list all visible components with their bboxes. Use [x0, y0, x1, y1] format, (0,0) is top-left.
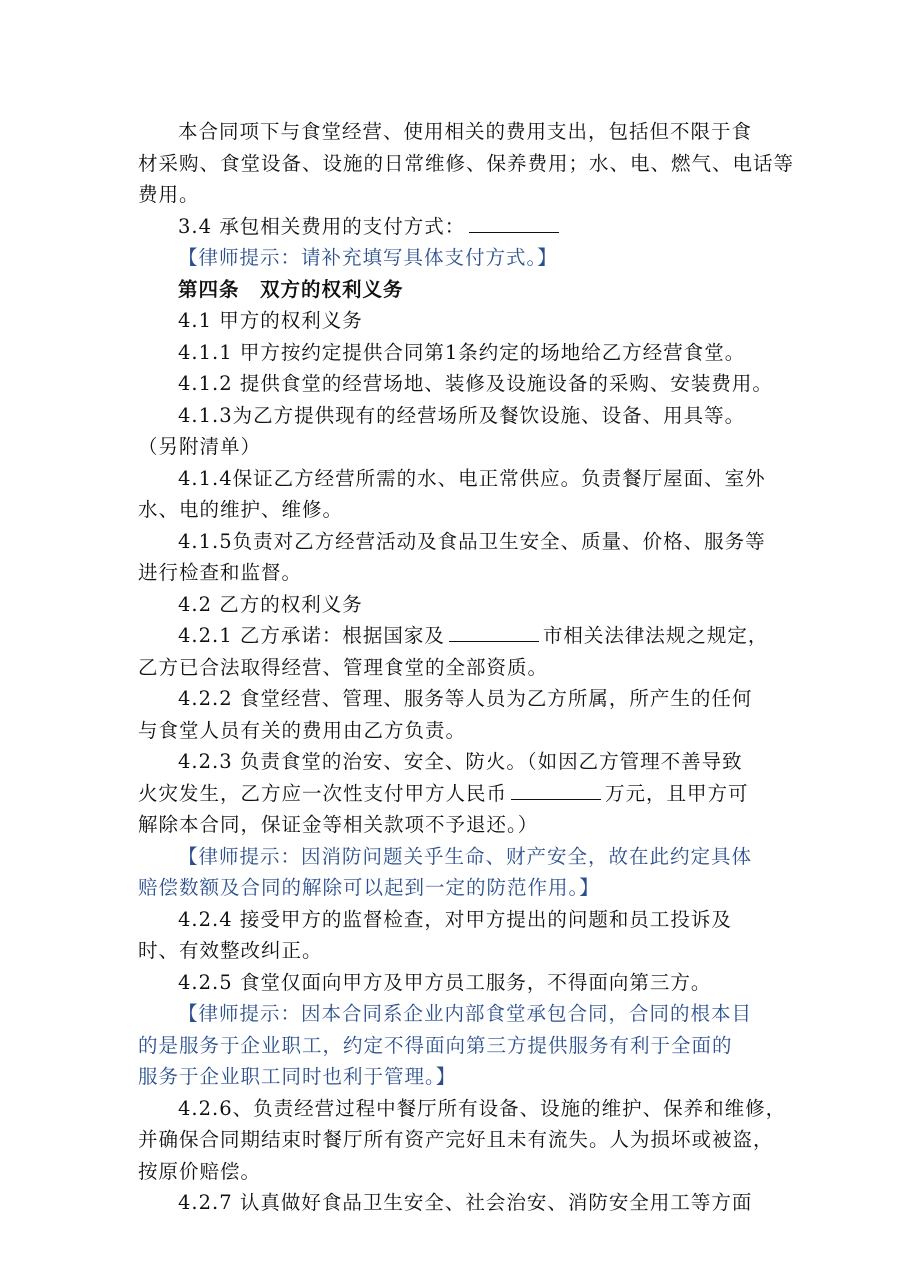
paragraph-line: 本合同项下与食堂经营、使用相关的费用支出，包括但不限于食 [178, 120, 753, 143]
clause-text: 4.2.1 乙方承诺：根据国家及 [178, 624, 445, 647]
clause-line: 4.2.5 食堂仅面向甲方及甲方员工服务，不得面向第三方。 [178, 970, 712, 994]
document-page [138, 116, 795, 1219]
clause-line: 4.2.3 负责食堂的治安、安全、防火。（如因乙方管理不善导致 [178, 750, 743, 773]
clause-line: 4.2.6、负责经营过程中餐厅所有设备、设施的维护、保养和维修， [178, 1096, 787, 1120]
paragraph-line: 并确保合同期结束时餐厅所有资产完好且未有流失。人为损坏或被盗， [138, 1128, 774, 1151]
section-title: 4.1 甲方的权利义务 [178, 309, 363, 332]
lawyer-note: 【律师提示：因消防问题关乎生命、财产安全，故在此约定具体 [178, 844, 753, 868]
clause-line: 4.1.1 甲方按约定提供合同第1条约定的场地给乙方经营食堂。 [178, 340, 746, 364]
fill-blank [469, 212, 559, 233]
paragraph-line: 水、电的维护、维修。 [138, 498, 344, 521]
fill-blank [449, 621, 539, 642]
clause-line: 4.1.3为乙方提供现有的经营场所及餐饮设施、设备、用具等。 [178, 403, 746, 427]
paragraph-line: 乙方已合法取得经营、管理食堂的全部资质。 [138, 655, 549, 679]
paragraph-line: 解除本合同，保证金等相关款项不予退还。） [138, 813, 539, 836]
paragraph-line: 按原价赔偿。 [138, 1159, 262, 1183]
clause-line: 4.1.5负责对乙方经营活动及食品卫生安全、质量、价格、服务等 [178, 529, 766, 553]
paragraph-line: 进行检查和监督。 [138, 561, 303, 584]
article-heading: 第四条 双方的权利义务 [178, 277, 404, 301]
section-title: 4.2 乙方的权利义务 [178, 592, 363, 616]
clause-text: 万元，且甲方可 [605, 781, 749, 805]
clause-line: 4.2.2 食堂经营、管理、服务等人员为乙方所属，所产生的任何 [178, 687, 753, 710]
lawyer-note: 的是服务于企业职工，约定不得面向第三方提供服务有利于全面的 [138, 1033, 733, 1057]
clause-4-2-3-cont [138, 778, 778, 810]
clause-line: 4.2.7 认真做好食品卫生安全、社会治安、消防安全用工等方面 [178, 1191, 753, 1214]
clause-text: 市相关法律法规之规定， [542, 624, 769, 647]
paragraph-line: 材采购、食堂设备、设施的日常维修、保养费用；水、电、燃气、电话等 [138, 151, 795, 175]
paragraph-line: 费用。 [138, 183, 200, 206]
clause-text: 3.4 承包相关费用的支付方式： [178, 214, 466, 238]
clause-text: 火灾发生，乙方应一次性支付甲方人民币 [138, 781, 508, 805]
clause-3-4 [138, 211, 778, 243]
paragraph-line: 时、有效整改纠正。 [138, 939, 323, 962]
lawyer-note: 【律师提示：请补充填写具体支付方式。】 [178, 246, 558, 269]
clause-line: 4.1.4保证乙方经营所需的水、电正常供应。负责餐厅屋面、室外 [178, 466, 766, 490]
lawyer-note: 服务于企业职工同时也利于管理。】 [138, 1065, 457, 1088]
fill-blank [511, 779, 601, 800]
clause-4-2-1 [138, 620, 778, 652]
paragraph-line: （另附清单） [138, 435, 262, 458]
lawyer-note: 赔偿数额及合同的解除可以起到一定的防范作用。】 [138, 876, 600, 899]
clause-line: 4.1.2 提供食堂的经营场地、装修及设施设备的采购、安装费用。 [178, 372, 773, 395]
lawyer-note: 【律师提示：因本合同系企业内部食堂承包合同，合同的根本目 [178, 1002, 753, 1025]
paragraph-line: 与食堂人员有关的费用由乙方负责。 [138, 718, 467, 742]
clause-line: 4.2.4 接受甲方的监督检查，对甲方提出的问题和员工投诉及 [178, 907, 732, 931]
